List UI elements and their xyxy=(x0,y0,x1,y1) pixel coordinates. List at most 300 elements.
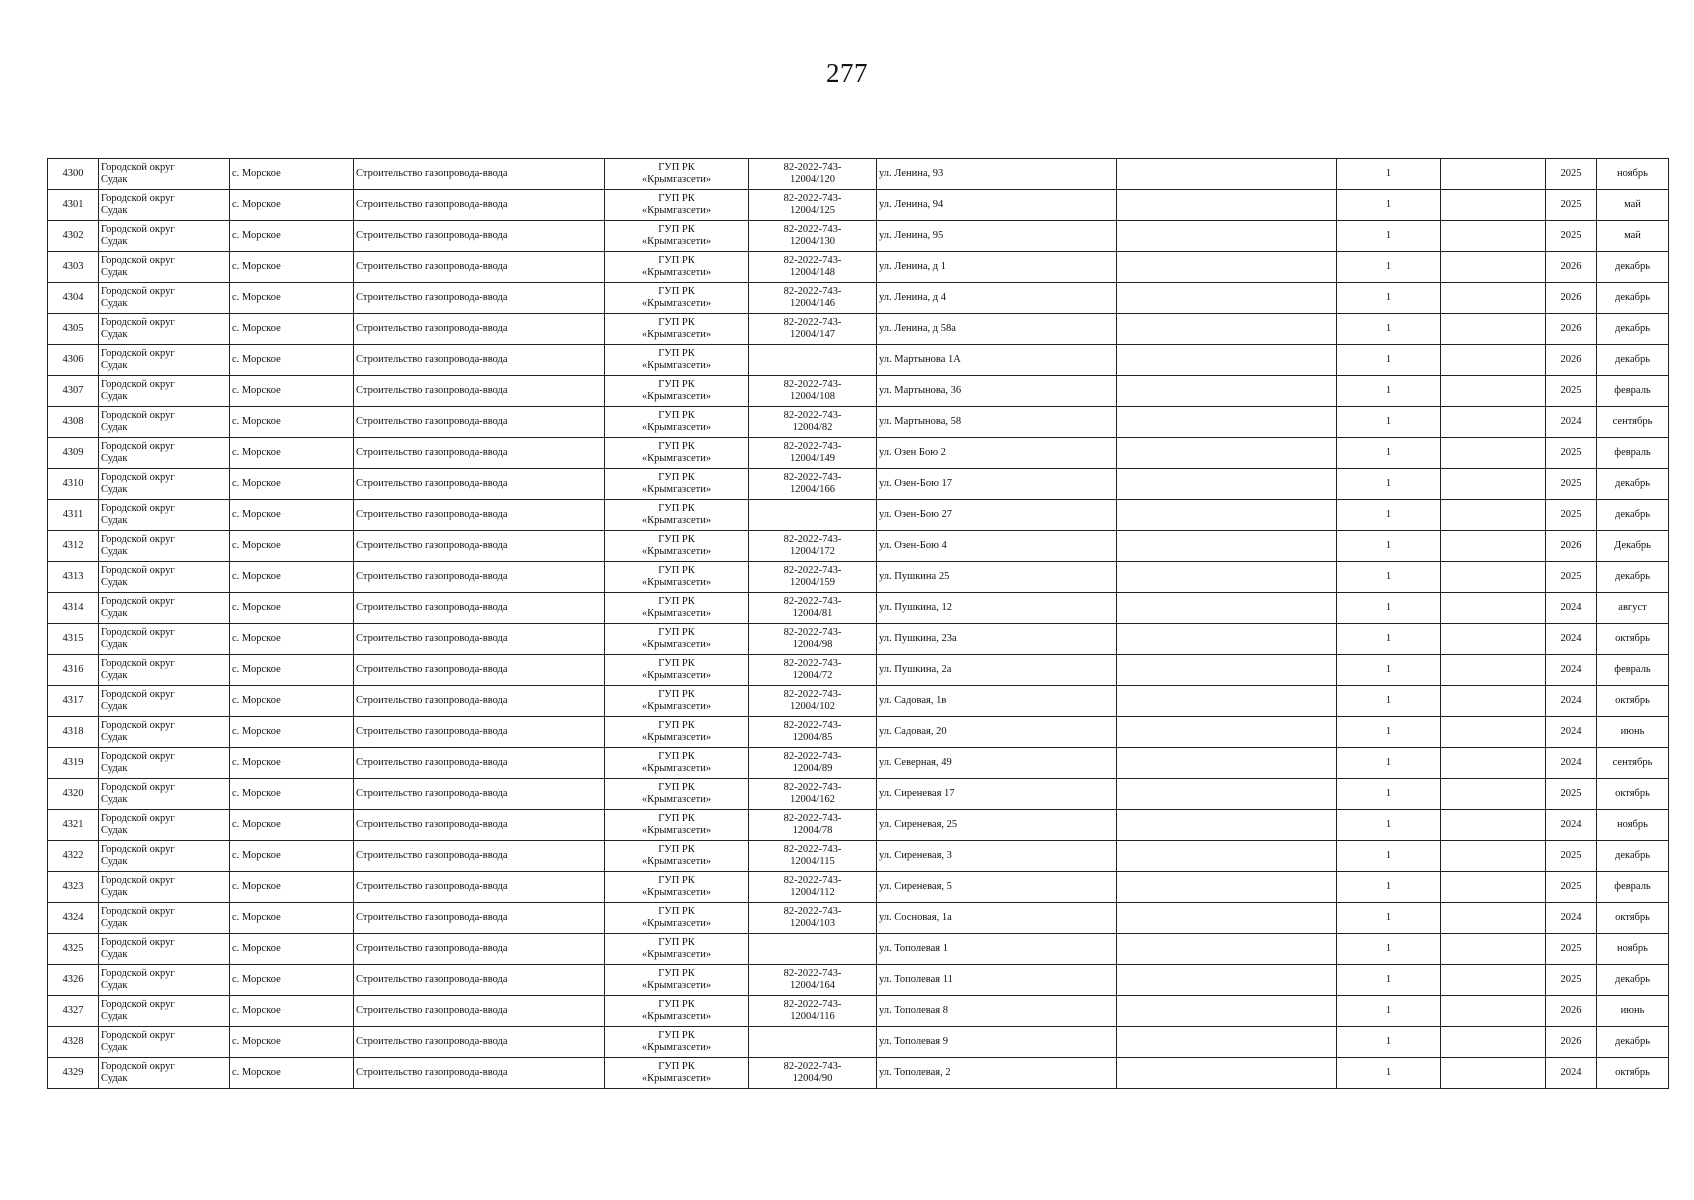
district-text: Судак xyxy=(101,1042,128,1053)
district-cell xyxy=(99,655,230,686)
contract-text: 82-2022-743- xyxy=(783,813,842,824)
empty-cell xyxy=(1441,1058,1546,1089)
month-cell xyxy=(1597,314,1669,345)
work-type-text: Строительство газопровода-ввода xyxy=(356,695,508,706)
address-cell xyxy=(877,779,1117,810)
work-type-cell xyxy=(354,779,605,810)
row-number-cell xyxy=(48,810,99,841)
contract-cell xyxy=(749,221,877,252)
table-row xyxy=(48,314,1669,345)
work-type-cell xyxy=(354,252,605,283)
address-text: ул. Садовая, 1в xyxy=(879,695,947,706)
organization-text: «Крымгазсети» xyxy=(641,267,712,278)
row-number-cell xyxy=(48,283,99,314)
year-text: 2025 xyxy=(1560,974,1582,985)
month-cell xyxy=(1597,593,1669,624)
table-row xyxy=(48,190,1669,221)
year-text: 2025 xyxy=(1560,199,1582,210)
village-text: с. Морское xyxy=(232,602,281,613)
quantity-text: 1 xyxy=(1385,168,1392,179)
district-cell xyxy=(99,841,230,872)
district-text: Городской округ xyxy=(101,906,175,917)
month-cell xyxy=(1597,872,1669,903)
month-text: декабрь xyxy=(1615,261,1650,272)
empty-cell xyxy=(1441,314,1546,345)
row-number-text: 4318 xyxy=(62,726,84,737)
district-text: Городской округ xyxy=(101,627,175,638)
empty-cell xyxy=(1441,469,1546,500)
empty-cell xyxy=(1441,1027,1546,1058)
empty-cell xyxy=(1117,190,1337,221)
village-cell xyxy=(230,903,354,934)
year-cell xyxy=(1546,1027,1597,1058)
year-text: 2024 xyxy=(1560,757,1582,768)
quantity-text: 1 xyxy=(1385,1067,1392,1078)
year-text: 2026 xyxy=(1560,292,1582,303)
village-text: с. Морское xyxy=(232,633,281,644)
month-text: Декабрь xyxy=(1614,540,1651,551)
village-cell xyxy=(230,283,354,314)
work-type-text: Строительство газопровода-ввода xyxy=(356,602,508,613)
year-text: 2025 xyxy=(1560,385,1582,396)
district-cell xyxy=(99,779,230,810)
contract-text: 82-2022-743- xyxy=(783,906,842,917)
table-row xyxy=(48,159,1669,190)
month-text: декабрь xyxy=(1615,354,1650,365)
village-text: с. Морское xyxy=(232,943,281,954)
village-text: с. Морское xyxy=(232,540,281,551)
row-number-text: 4319 xyxy=(62,757,84,768)
work-type-cell xyxy=(354,469,605,500)
month-cell xyxy=(1597,438,1669,469)
contract-text: 12004/159 xyxy=(790,577,835,588)
year-cell xyxy=(1546,655,1597,686)
year-text: 2024 xyxy=(1560,602,1582,613)
row-number-cell xyxy=(48,903,99,934)
address-text: ул. Тополевая 8 xyxy=(879,1005,948,1016)
empty-cell xyxy=(1441,562,1546,593)
village-cell xyxy=(230,469,354,500)
month-cell xyxy=(1597,965,1669,996)
district-text: Городской округ xyxy=(101,596,175,607)
work-type-cell xyxy=(354,562,605,593)
year-cell xyxy=(1546,593,1597,624)
district-text: Городской округ xyxy=(101,441,175,452)
organization-cell xyxy=(605,407,749,438)
year-text: 2024 xyxy=(1560,633,1582,644)
year-cell xyxy=(1546,903,1597,934)
contract-cell xyxy=(749,934,877,965)
row-number-text: 4314 xyxy=(62,602,84,613)
organization-cell xyxy=(605,469,749,500)
organization-text: «Крымгазсети» xyxy=(641,453,712,464)
row-number-text: 4316 xyxy=(62,664,84,675)
organization-text: ГУП РК xyxy=(658,844,695,855)
contract-text: 12004/130 xyxy=(790,236,835,247)
quantity-text: 1 xyxy=(1385,757,1392,768)
year-text: 2026 xyxy=(1560,261,1582,272)
work-type-cell xyxy=(354,872,605,903)
contract-cell xyxy=(749,624,877,655)
quantity-text: 1 xyxy=(1385,695,1392,706)
organization-cell xyxy=(605,872,749,903)
contract-text: 82-2022-743- xyxy=(783,317,842,328)
row-number-text: 4321 xyxy=(62,819,84,830)
quantity-cell xyxy=(1337,252,1441,283)
month-cell xyxy=(1597,996,1669,1027)
row-number-cell xyxy=(48,779,99,810)
row-number-text: 4309 xyxy=(62,447,84,458)
village-text: с. Морское xyxy=(232,881,281,892)
district-text: Судак xyxy=(101,236,128,247)
table-row xyxy=(48,593,1669,624)
organization-text: ГУП РК xyxy=(658,751,695,762)
quantity-cell xyxy=(1337,779,1441,810)
empty-cell xyxy=(1441,996,1546,1027)
organization-text: «Крымгазсети» xyxy=(641,949,712,960)
quantity-cell xyxy=(1337,903,1441,934)
work-type-text: Строительство газопровода-ввода xyxy=(356,323,508,334)
month-cell xyxy=(1597,810,1669,841)
district-cell xyxy=(99,593,230,624)
table-row xyxy=(48,1027,1669,1058)
contract-cell xyxy=(749,345,877,376)
organization-text: ГУП РК xyxy=(658,937,695,948)
district-text: Судак xyxy=(101,639,128,650)
row-number-cell xyxy=(48,469,99,500)
district-text: Городской округ xyxy=(101,875,175,886)
district-cell xyxy=(99,314,230,345)
month-text: июнь xyxy=(1620,1005,1645,1016)
work-type-text: Строительство газопровода-ввода xyxy=(356,385,508,396)
organization-text: ГУП РК xyxy=(658,379,695,390)
empty-cell xyxy=(1117,500,1337,531)
contract-text: 12004/125 xyxy=(790,205,835,216)
work-type-cell xyxy=(354,748,605,779)
month-cell xyxy=(1597,345,1669,376)
village-text: с. Морское xyxy=(232,850,281,861)
contract-text: 12004/166 xyxy=(790,484,835,495)
row-number-text: 4302 xyxy=(62,230,84,241)
empty-cell xyxy=(1441,438,1546,469)
month-cell xyxy=(1597,748,1669,779)
row-number-cell xyxy=(48,252,99,283)
work-type-cell xyxy=(354,934,605,965)
work-type-text: Строительство газопровода-ввода xyxy=(356,261,508,272)
contract-text: 12004/98 xyxy=(792,639,833,650)
month-cell xyxy=(1597,841,1669,872)
row-number-text: 4324 xyxy=(62,912,84,923)
village-text: с. Морское xyxy=(232,571,281,582)
district-cell xyxy=(99,810,230,841)
address-cell xyxy=(877,469,1117,500)
quantity-text: 1 xyxy=(1385,509,1392,520)
village-cell xyxy=(230,221,354,252)
work-type-cell xyxy=(354,841,605,872)
village-cell xyxy=(230,562,354,593)
organization-cell xyxy=(605,655,749,686)
organization-cell xyxy=(605,159,749,190)
contract-text: 82-2022-743- xyxy=(783,782,842,793)
empty-cell xyxy=(1441,717,1546,748)
village-text: с. Морское xyxy=(232,1005,281,1016)
district-text: Судак xyxy=(101,298,128,309)
village-cell xyxy=(230,593,354,624)
row-number-cell xyxy=(48,717,99,748)
district-cell xyxy=(99,376,230,407)
row-number-text: 4303 xyxy=(62,261,84,272)
quantity-text: 1 xyxy=(1385,881,1392,892)
work-type-text: Строительство газопровода-ввода xyxy=(356,726,508,737)
quantity-cell xyxy=(1337,1058,1441,1089)
district-cell xyxy=(99,407,230,438)
year-cell xyxy=(1546,748,1597,779)
row-number-text: 4328 xyxy=(62,1036,84,1047)
address-text: ул. Пушкина, 12 xyxy=(879,602,952,613)
quantity-text: 1 xyxy=(1385,354,1392,365)
village-text: с. Морское xyxy=(232,757,281,768)
address-text: ул. Ленина, 93 xyxy=(879,168,944,179)
month-text: декабрь xyxy=(1615,478,1650,489)
quantity-cell xyxy=(1337,1027,1441,1058)
row-number-cell xyxy=(48,314,99,345)
quantity-cell xyxy=(1337,562,1441,593)
address-cell xyxy=(877,283,1117,314)
contract-text: 12004/115 xyxy=(790,856,835,867)
table-row xyxy=(48,283,1669,314)
village-text: с. Морское xyxy=(232,292,281,303)
district-text: Судак xyxy=(101,174,128,185)
month-text: декабрь xyxy=(1615,571,1650,582)
row-number-cell xyxy=(48,531,99,562)
empty-cell xyxy=(1441,531,1546,562)
year-cell xyxy=(1546,221,1597,252)
table-row xyxy=(48,500,1669,531)
contract-text: 82-2022-743- xyxy=(783,596,842,607)
village-cell xyxy=(230,438,354,469)
village-cell xyxy=(230,345,354,376)
organization-text: ГУП РК xyxy=(658,999,695,1010)
contract-text: 12004/102 xyxy=(790,701,835,712)
year-cell xyxy=(1546,469,1597,500)
address-cell xyxy=(877,252,1117,283)
district-text: Городской округ xyxy=(101,751,175,762)
organization-text: ГУП РК xyxy=(658,162,695,173)
organization-cell xyxy=(605,593,749,624)
address-text: ул. Ленина, 94 xyxy=(879,199,944,210)
village-text: с. Морское xyxy=(232,1036,281,1047)
village-cell xyxy=(230,686,354,717)
contract-cell xyxy=(749,717,877,748)
district-text: Городской округ xyxy=(101,565,175,576)
district-text: Судак xyxy=(101,577,128,588)
district-text: Судак xyxy=(101,422,128,433)
contract-text: 82-2022-743- xyxy=(783,472,842,483)
organization-text: ГУП РК xyxy=(658,348,695,359)
year-text: 2025 xyxy=(1560,230,1582,241)
organization-text: ГУП РК xyxy=(658,906,695,917)
village-cell xyxy=(230,190,354,221)
village-cell xyxy=(230,841,354,872)
empty-cell xyxy=(1441,190,1546,221)
district-cell xyxy=(99,283,230,314)
address-cell xyxy=(877,1058,1117,1089)
village-text: с. Морское xyxy=(232,509,281,520)
contract-cell xyxy=(749,748,877,779)
village-cell xyxy=(230,748,354,779)
quantity-cell xyxy=(1337,345,1441,376)
contract-text: 82-2022-743- xyxy=(783,379,842,390)
work-type-text: Строительство газопровода-ввода xyxy=(356,850,508,861)
month-cell xyxy=(1597,1058,1669,1089)
district-text: Судак xyxy=(101,1011,128,1022)
month-text: декабрь xyxy=(1615,850,1650,861)
address-cell xyxy=(877,686,1117,717)
year-text: 2025 xyxy=(1560,881,1582,892)
empty-cell xyxy=(1441,810,1546,841)
year-cell xyxy=(1546,717,1597,748)
quantity-text: 1 xyxy=(1385,416,1392,427)
month-text: сентябрь xyxy=(1612,757,1653,768)
year-text: 2024 xyxy=(1560,664,1582,675)
year-cell xyxy=(1546,562,1597,593)
district-text: Судак xyxy=(101,205,128,216)
district-text: Судак xyxy=(101,763,128,774)
year-cell xyxy=(1546,624,1597,655)
district-cell xyxy=(99,500,230,531)
row-number-cell xyxy=(48,345,99,376)
village-cell xyxy=(230,159,354,190)
month-text: август xyxy=(1618,602,1647,613)
organization-cell xyxy=(605,531,749,562)
work-type-cell xyxy=(354,1058,605,1089)
contract-cell xyxy=(749,159,877,190)
contract-text: 82-2022-743- xyxy=(783,255,842,266)
row-number-text: 4323 xyxy=(62,881,84,892)
contract-text: 82-2022-743- xyxy=(783,162,842,173)
contract-cell xyxy=(749,841,877,872)
empty-cell xyxy=(1117,376,1337,407)
table-row xyxy=(48,376,1669,407)
table-row xyxy=(48,686,1669,717)
organization-text: ГУП РК xyxy=(658,813,695,824)
organization-text: «Крымгазсети» xyxy=(641,515,712,526)
year-cell xyxy=(1546,500,1597,531)
table-row xyxy=(48,562,1669,593)
village-text: с. Морское xyxy=(232,788,281,799)
organization-text: «Крымгазсети» xyxy=(641,546,712,557)
quantity-cell xyxy=(1337,314,1441,345)
year-text: 2025 xyxy=(1560,571,1582,582)
quantity-cell xyxy=(1337,996,1441,1027)
month-cell xyxy=(1597,562,1669,593)
village-cell xyxy=(230,314,354,345)
organization-cell xyxy=(605,903,749,934)
month-text: февраль xyxy=(1614,447,1651,458)
work-type-cell xyxy=(354,593,605,624)
organization-text: ГУП РК xyxy=(658,720,695,731)
year-text: 2026 xyxy=(1560,354,1582,365)
month-text: октябрь xyxy=(1615,912,1650,923)
organization-text: «Крымгазсети» xyxy=(641,174,712,185)
organization-text: ГУП РК xyxy=(658,534,695,545)
contract-text: 12004/85 xyxy=(792,732,833,743)
organization-text: «Крымгазсети» xyxy=(641,639,712,650)
table-row xyxy=(48,841,1669,872)
row-number-cell xyxy=(48,965,99,996)
organization-text: ГУП РК xyxy=(658,596,695,607)
quantity-text: 1 xyxy=(1385,1036,1392,1047)
month-text: февраль xyxy=(1614,385,1651,396)
row-number-cell xyxy=(48,1058,99,1089)
village-text: с. Морское xyxy=(232,478,281,489)
village-text: с. Морское xyxy=(232,261,281,272)
month-cell xyxy=(1597,655,1669,686)
district-text: Судак xyxy=(101,267,128,278)
village-text: с. Морское xyxy=(232,447,281,458)
organization-text: ГУП РК xyxy=(658,875,695,886)
contract-cell xyxy=(749,686,877,717)
year-cell xyxy=(1546,779,1597,810)
address-cell xyxy=(877,438,1117,469)
contract-text: 82-2022-743- xyxy=(783,193,842,204)
empty-cell xyxy=(1441,934,1546,965)
district-cell xyxy=(99,159,230,190)
district-text: Судак xyxy=(101,546,128,557)
work-type-cell xyxy=(354,1027,605,1058)
address-text: ул. Озен-Бою 27 xyxy=(879,509,953,520)
empty-cell xyxy=(1117,562,1337,593)
organization-cell xyxy=(605,221,749,252)
address-cell xyxy=(877,965,1117,996)
row-number-text: 4305 xyxy=(62,323,84,334)
year-cell xyxy=(1546,934,1597,965)
work-type-cell xyxy=(354,376,605,407)
month-text: декабрь xyxy=(1615,292,1650,303)
work-type-text: Строительство газопровода-ввода xyxy=(356,974,508,985)
organization-text: ГУП РК xyxy=(658,317,695,328)
month-cell xyxy=(1597,407,1669,438)
row-number-cell xyxy=(48,562,99,593)
work-type-text: Строительство газопровода-ввода xyxy=(356,478,508,489)
organization-text: ГУП РК xyxy=(658,224,695,235)
organization-text: «Крымгазсети» xyxy=(641,360,712,371)
address-text: ул. Пушкина, 2а xyxy=(879,664,952,675)
village-text: с. Морское xyxy=(232,726,281,737)
district-text: Городской округ xyxy=(101,317,175,328)
contract-text: 12004/146 xyxy=(790,298,835,309)
address-cell xyxy=(877,376,1117,407)
district-text: Городской округ xyxy=(101,379,175,390)
year-cell xyxy=(1546,810,1597,841)
district-text: Судак xyxy=(101,949,128,960)
year-cell xyxy=(1546,407,1597,438)
table-row xyxy=(48,531,1669,562)
district-cell xyxy=(99,717,230,748)
contract-text: 82-2022-743- xyxy=(783,689,842,700)
work-type-text: Строительство газопровода-ввода xyxy=(356,664,508,675)
work-type-cell xyxy=(354,655,605,686)
district-text: Городской округ xyxy=(101,937,175,948)
quantity-cell xyxy=(1337,717,1441,748)
quantity-text: 1 xyxy=(1385,633,1392,644)
village-text: с. Морское xyxy=(232,912,281,923)
page-number: 277 xyxy=(826,58,868,88)
district-cell xyxy=(99,252,230,283)
organization-cell xyxy=(605,562,749,593)
organization-cell xyxy=(605,283,749,314)
address-cell xyxy=(877,934,1117,965)
